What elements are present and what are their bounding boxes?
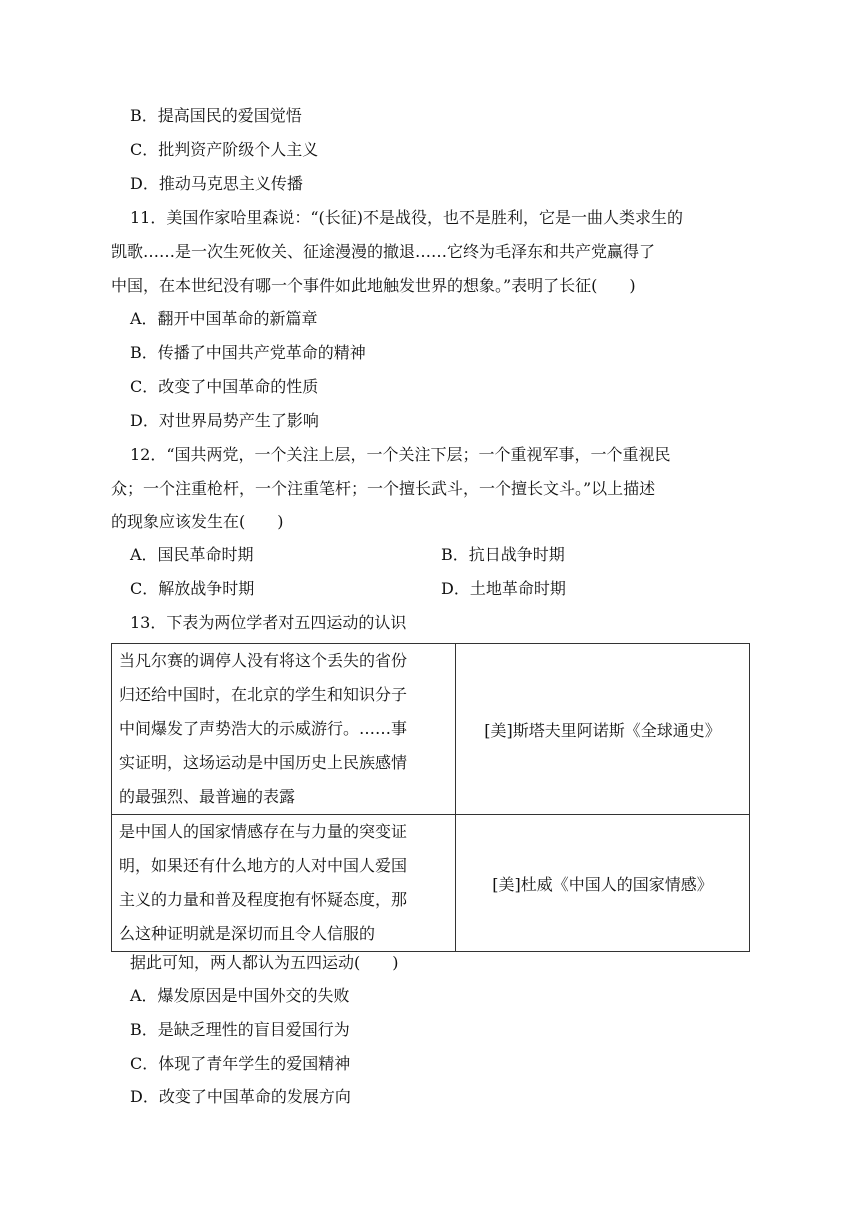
q10-option-b: B．提高国民的爱国觉悟 bbox=[130, 106, 302, 125]
q12-stem-line: 的现象应该发生在( ) bbox=[111, 512, 284, 531]
q13-option-b: B．是缺乏理性的盲目爱国行为 bbox=[130, 1020, 350, 1039]
quote-line: 是中国人的国家情感存在与力量的突变证 bbox=[119, 822, 408, 841]
q10-option-c: C．批判资产阶级个人主义 bbox=[130, 140, 319, 159]
quote-line: 的最强烈、最普遍的表露 bbox=[119, 787, 296, 806]
q12-stem-line: 众；一个注重枪杆，一个注重笔杆；一个擅长武斗，一个擅长文斗。”以上描述 bbox=[111, 479, 656, 498]
source-cell: [美]斯塔夫里阿诺斯《全球通史》 bbox=[456, 644, 750, 815]
q13-stem: 13．下表为两位学者对五四运动的认识 bbox=[130, 613, 407, 632]
quote-cell bbox=[112, 644, 456, 815]
q11-option-b: B．传播了中国共产党革命的精神 bbox=[130, 343, 366, 362]
q11-stem-line: 11．美国作家哈里森说：“(长征)不是战役，也不是胜利，它是一曲人类求生的 bbox=[130, 208, 684, 227]
q11-option-d: D．对世界局势产生了影响 bbox=[130, 411, 319, 430]
q13-option-d: D．改变了中国革命的发展方向 bbox=[130, 1087, 351, 1106]
table-row bbox=[112, 644, 750, 815]
q12-option-d: D．土地革命时期 bbox=[441, 579, 566, 598]
quote-cell bbox=[112, 815, 456, 952]
q11-option-c: C．改变了中国革命的性质 bbox=[130, 377, 319, 396]
quote-line: 主义的力量和普及程度抱有怀疑态度，那 bbox=[119, 890, 408, 909]
quote-line: 归还给中国时，在北京的学生和知识分子 bbox=[119, 685, 408, 704]
quote-line: 实证明，这场运动是中国历史上民族感情 bbox=[119, 753, 408, 772]
q10-option-d: D．推动马克思主义传播 bbox=[130, 174, 303, 193]
q11-stem-line: 中国，在本世纪没有哪一个事件如此地触发世界的想象。”表明了长征( ) bbox=[111, 276, 636, 295]
source-cell: [美]杜威《中国人的国家情感》 bbox=[456, 815, 750, 952]
q12-option-c: C．解放战争时期 bbox=[130, 579, 255, 598]
quote-line: 中间爆发了声势浩大的示威游行。……事 bbox=[119, 719, 408, 738]
q13-option-c: C．体现了青年学生的爱国精神 bbox=[130, 1054, 351, 1073]
q11-option-a: A．翻开中国革命的新篇章 bbox=[130, 309, 318, 328]
quote-line: 当凡尔赛的调停人没有将这个丢失的省份 bbox=[119, 651, 408, 670]
q13-reference-table bbox=[111, 643, 750, 952]
table-row bbox=[112, 815, 750, 952]
quote-line: 明，如果还有什么地方的人对中国人爱国 bbox=[119, 856, 408, 875]
q13-question: 据此可知，两人都认为五四运动( ) bbox=[130, 953, 399, 972]
quote-line: 么这种证明就是深切而且令人信服的 bbox=[119, 924, 376, 943]
q13-option-a: A．爆发原因是中国外交的失败 bbox=[130, 986, 350, 1005]
q12-stem-line: 12．“国共两党，一个关注上层，一个关注下层；一个重视军事，一个重视民 bbox=[130, 445, 671, 464]
q12-option-a: A．国民革命时期 bbox=[130, 545, 254, 564]
q11-stem-line: 凯歌……是一次生死攸关、征途漫漫的撤退……它终为毛泽东和共产党赢得了 bbox=[111, 242, 656, 261]
q12-option-b: B．抗日战争时期 bbox=[441, 545, 565, 564]
